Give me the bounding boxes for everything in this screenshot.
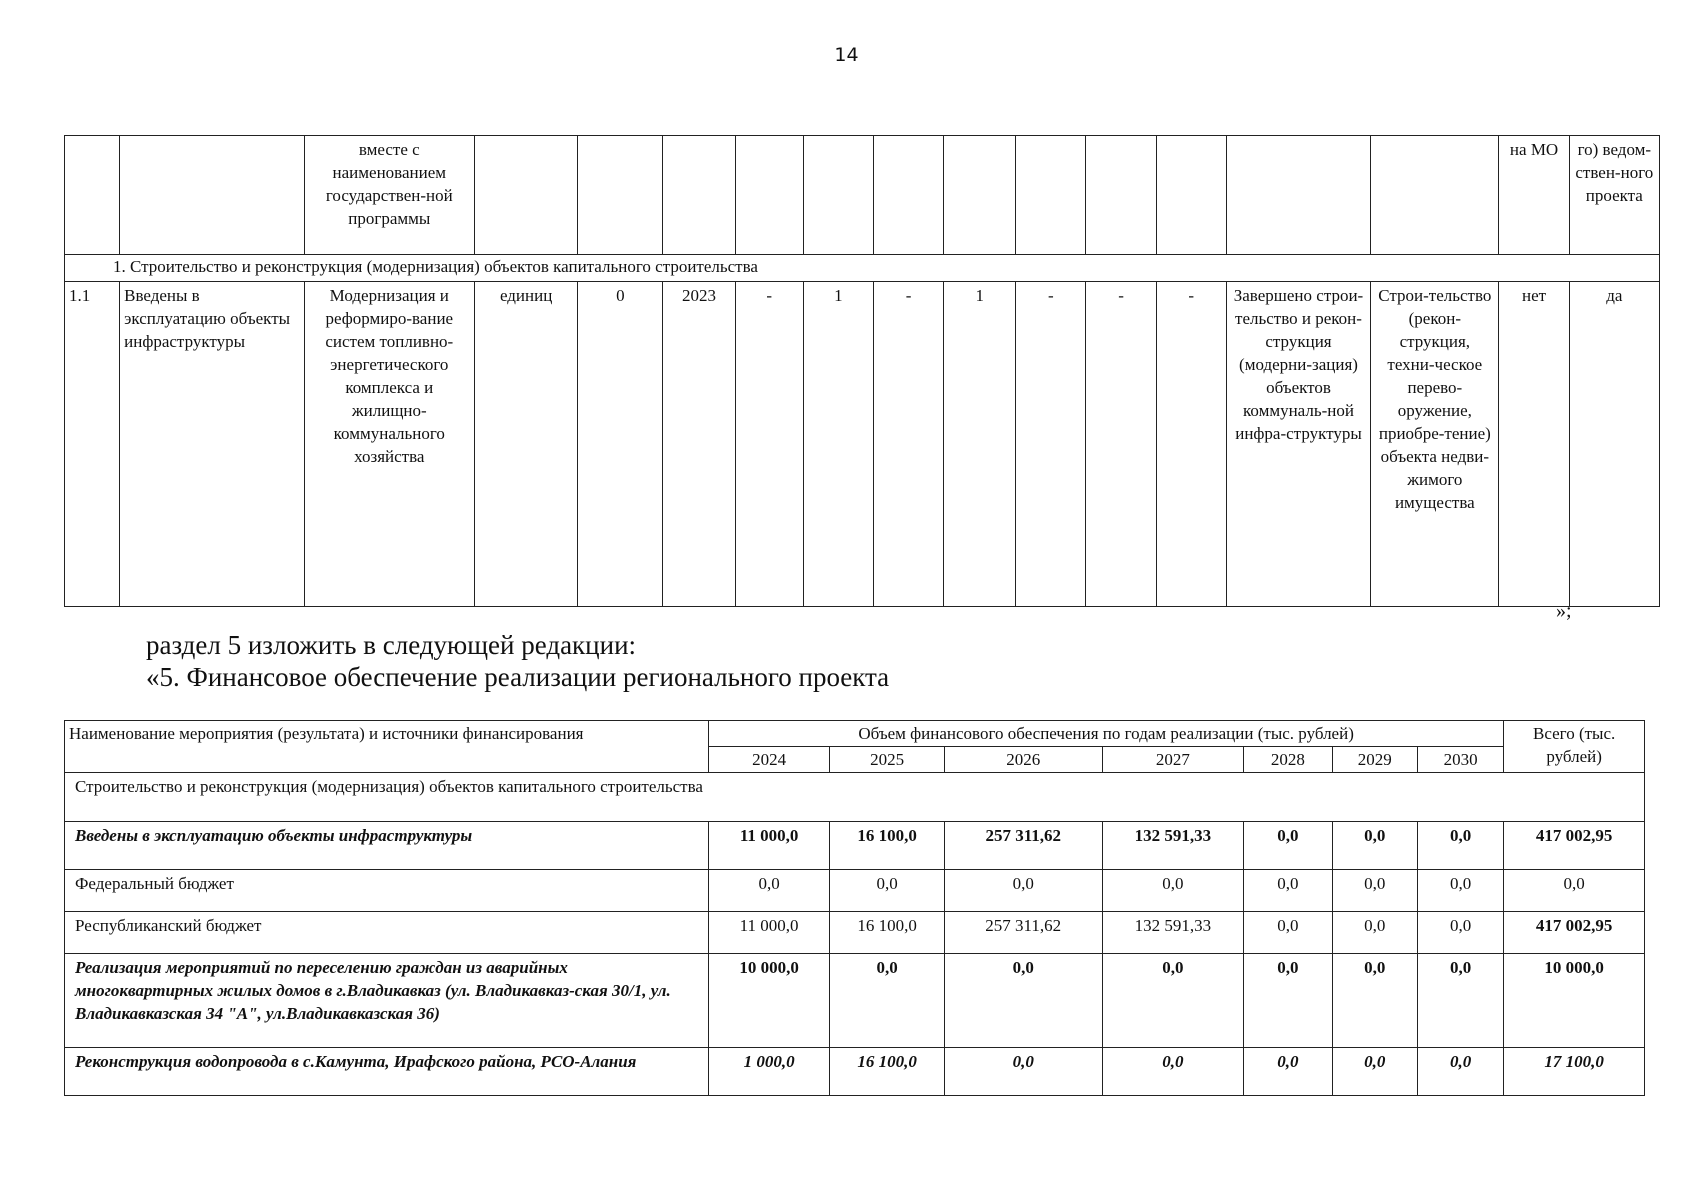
year-header: 2030 xyxy=(1417,747,1503,773)
value-cell: 16 100,0 xyxy=(830,822,945,870)
row-name: Республиканский бюджет xyxy=(65,912,709,954)
value-cell: 0,0 xyxy=(1102,1048,1244,1096)
instruction-text: раздел 5 изложить в следующей редакции: xyxy=(146,630,637,660)
value-cell: 0,0 xyxy=(1417,912,1503,954)
unit-cell: единиц xyxy=(475,282,578,607)
result-name: Введены в эксплуатацию объекты инфраструктуры xyxy=(120,282,304,607)
value-cell: 1 000,0 xyxy=(708,1048,830,1096)
year-value-cell: - xyxy=(1086,282,1156,607)
total-cell: 17 100,0 xyxy=(1504,1048,1645,1096)
value-cell: 0,0 xyxy=(1244,1048,1332,1096)
mo-cell: нет xyxy=(1499,282,1569,607)
value-cell: 10 000,0 xyxy=(708,954,830,1048)
value-cell: 0,0 xyxy=(1332,912,1417,954)
value-cell: 0,0 xyxy=(1417,954,1503,1048)
year-value-cell: 1 xyxy=(944,282,1016,607)
total-cell: 10 000,0 xyxy=(1504,954,1645,1048)
col-name-header: Наименование мероприятия (результата) и источники финансирования xyxy=(65,721,709,773)
table-row xyxy=(65,912,1645,954)
base-year-cell: 2023 xyxy=(663,282,735,607)
year-value-cell: - xyxy=(873,282,943,607)
year-header: 2027 xyxy=(1102,747,1244,773)
table-row xyxy=(65,1048,1645,1096)
header-cell: го) ведом-ствен-ного проекта xyxy=(1569,136,1659,255)
header-cell: вместе с наименованием государствен-ной программы xyxy=(304,136,474,255)
value-cell: 0,0 xyxy=(1417,1048,1503,1096)
value-cell: 0,0 xyxy=(1332,822,1417,870)
total-cell: 417 002,95 xyxy=(1504,822,1645,870)
value-cell: 257 311,62 xyxy=(944,822,1102,870)
closing-quote: »; xyxy=(1556,600,1572,622)
project-cell: да xyxy=(1569,282,1659,607)
financing-table xyxy=(64,720,1645,1096)
page-number: 14 xyxy=(834,44,859,66)
row-name: Реконструкция водопровода в с.Камунта, Ирафского района, РСО-Алания xyxy=(65,1048,709,1096)
value-cell: 0,0 xyxy=(1244,912,1332,954)
base-value-cell: 0 xyxy=(578,282,663,607)
section-title: 1. Строительство и реконструкция (модернизация) объектов капитального строительства xyxy=(65,255,1660,282)
col-volume-header: Объем финансового обеспечения по годам реализации (тыс. рублей) xyxy=(708,721,1503,747)
row-name: Реализация мероприятий по переселению граждан из аварийных многоквартирных жилых домов в г.Владикавказ (ул. Владикавказ-ская 30/1, ул. Владикавказская 34 "А", ул.Владикавказская 36) xyxy=(65,954,709,1048)
section-row xyxy=(65,773,1645,822)
total-cell: 0,0 xyxy=(1504,870,1645,912)
year-header: 2029 xyxy=(1332,747,1417,773)
value-cell: 0,0 xyxy=(830,870,945,912)
value-cell: 0,0 xyxy=(1332,1048,1417,1096)
section-title: Строительство и реконструкция (модернизация) объектов капитального строительства xyxy=(65,773,1645,822)
value-cell: 0,0 xyxy=(944,1048,1102,1096)
section-heading: «5. Финансовое обеспечение реализации регионального проекта xyxy=(146,662,890,692)
table-row xyxy=(65,282,1660,607)
value-cell: 0,0 xyxy=(944,870,1102,912)
value-cell: 0,0 xyxy=(1244,870,1332,912)
table-row xyxy=(65,822,1645,870)
year-value-cell: - xyxy=(1156,282,1226,607)
year-header: 2028 xyxy=(1244,747,1332,773)
value-cell: 16 100,0 xyxy=(830,1048,945,1096)
indicators-table xyxy=(64,135,1660,607)
year-value-cell: 1 xyxy=(803,282,873,607)
value-cell: 0,0 xyxy=(1332,954,1417,1048)
table-row xyxy=(65,870,1645,912)
year-header: 2026 xyxy=(944,747,1102,773)
value-cell: 0,0 xyxy=(1332,870,1417,912)
value-cell: 0,0 xyxy=(1102,870,1244,912)
value-cell: 0,0 xyxy=(1244,822,1332,870)
table-row xyxy=(65,954,1645,1048)
value-cell: 0,0 xyxy=(708,870,830,912)
value-cell: 0,0 xyxy=(1102,954,1244,1048)
value-cell: 0,0 xyxy=(830,954,945,1048)
header-cell: на МО xyxy=(1499,136,1569,255)
year-value-cell: - xyxy=(735,282,803,607)
year-value-cell: - xyxy=(1016,282,1086,607)
value-cell: 132 591,33 xyxy=(1102,912,1244,954)
value-cell: 11 000,0 xyxy=(708,822,830,870)
year-header: 2025 xyxy=(830,747,945,773)
value-cell: 0,0 xyxy=(944,954,1102,1048)
row-number: 1.1 xyxy=(65,282,120,607)
program-name: Модернизация и реформиро-вание систем топливно-энергетического комплекса и жилищно-коммунального хозяйства xyxy=(304,282,474,607)
col-total-header: Всего (тыс. рублей) xyxy=(1504,721,1645,773)
value-cell: 16 100,0 xyxy=(830,912,945,954)
characteristic-cell: Строи-тельство (рекон-струкция, техни-ческое перево-оружение, приобре-тение) объекта недви-жимого имущества xyxy=(1371,282,1499,607)
value-cell: 0,0 xyxy=(1417,822,1503,870)
value-cell: 257 311,62 xyxy=(944,912,1102,954)
total-cell: 417 002,95 xyxy=(1504,912,1645,954)
value-cell: 0,0 xyxy=(1417,870,1503,912)
section-row xyxy=(65,255,1660,282)
header-row xyxy=(65,721,1645,747)
table-row xyxy=(65,136,1660,255)
value-cell: 0,0 xyxy=(1244,954,1332,1048)
row-name: Введены в эксплуатацию объекты инфраструктуры xyxy=(65,822,709,870)
row-name: Федеральный бюджет xyxy=(65,870,709,912)
year-header: 2024 xyxy=(708,747,830,773)
value-cell: 132 591,33 xyxy=(1102,822,1244,870)
type-cell: Завершено строи-тельство и рекон-струкция (модерни-зация) объектов коммуналь-ной инфра-структуры xyxy=(1226,282,1370,607)
value-cell: 11 000,0 xyxy=(708,912,830,954)
